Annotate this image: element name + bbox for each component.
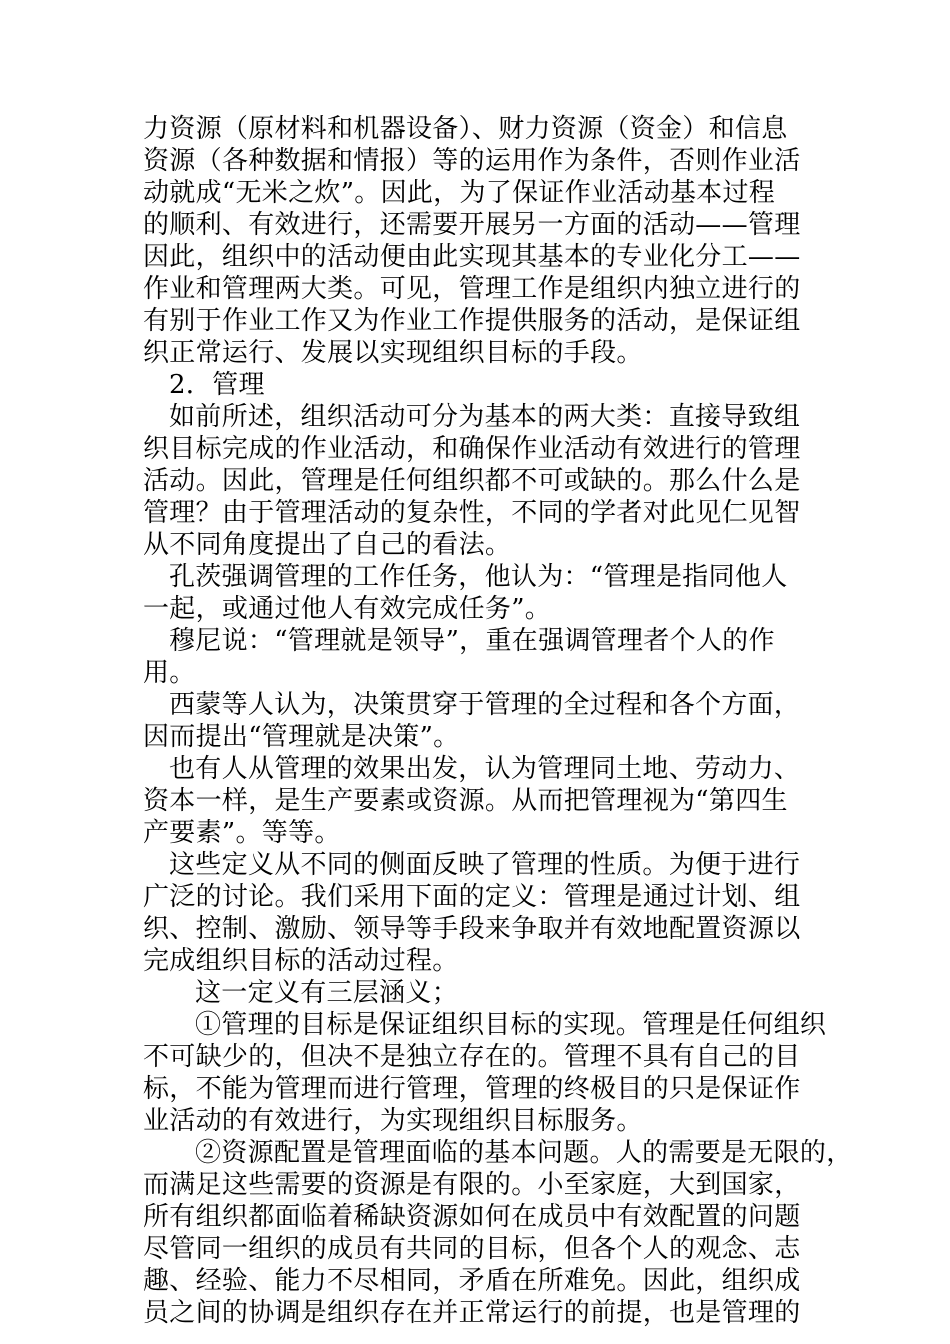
text-line: 用。 — [143, 658, 196, 688]
text-line: 完成组织目标的活动过程。 — [143, 946, 459, 976]
text-line: 西蒙等人认为，决策贯穿于管理的全过程和各个方面， — [169, 690, 801, 720]
text-line: 活动。因此，管理是任何组织都不可或缺的。那么什么是 — [143, 466, 801, 496]
document-body — [143, 113, 853, 1329]
text-line: 业活动的有效进行，为实现组织目标服务。 — [143, 1106, 643, 1136]
text-line: 资源（各种数据和情报）等的运用作为条件，否则作业活 — [143, 146, 801, 176]
text-line: 织、控制、激励、领导等手段来争取并有效地配置资源以 — [143, 914, 801, 944]
text-line: 的顺利、有效进行，还需要开展另一方面的活动——管理 — [143, 210, 801, 240]
text-line: 趣、经验、能力不尽相同，矛盾在所难免。因此，组织成 — [143, 1266, 801, 1296]
text-line: 不可缺少的，但决不是独立存在的。管理不具有自己的目 — [143, 1042, 801, 1072]
text-line: 2．管理 — [169, 370, 265, 400]
text-line: 广泛的讨论。我们采用下面的定义：管理是通过计划、组 — [143, 882, 801, 912]
text-line: 标，不能为管理而进行管理，管理的终极目的只是保证作 — [143, 1074, 801, 1104]
text-line: 动就成“无米之炊”。因此，为了保证作业活动基本过程 — [143, 178, 776, 208]
text-line: ①管理的目标是保证组织目标的实现。管理是任何组织 — [195, 1010, 827, 1040]
text-line: 员之间的协调是组织存在并正常运行的前提，也是管理的 — [143, 1298, 801, 1328]
text-line: 因此，组织中的活动便由此实现其基本的专业化分工—— — [143, 242, 801, 272]
text-line: 而满足这些需要的资源是有限的。小至家庭，大到国家， — [143, 1170, 801, 1200]
text-line: 资本一样，是生产要素或资源。从而把管理视为“第四生 — [143, 786, 788, 816]
text-line: 作业和管理两大类。可见，管理工作是组织内独立进行的 — [143, 274, 801, 304]
text-line: 这一定义有三层涵义； — [195, 978, 459, 1008]
text-line: 尽管同一组织的成员有共同的目标，但各个人的观念、志 — [143, 1234, 801, 1264]
text-line: 织正常运行、发展以实现组织目标的手段。 — [143, 338, 643, 368]
text-line: 因而提出“管理就是决策”。 — [143, 722, 460, 752]
text-line: 管理？由于管理活动的复杂性，不同的学者对此见仁见智 — [143, 498, 801, 528]
text-line: 也有人从管理的效果出发，认为管理同土地、劳动力、 — [169, 754, 801, 784]
text-line: 从不同角度提出了自己的看法。 — [143, 530, 512, 560]
text-line: 一起，或通过他人有效完成任务”。 — [143, 594, 552, 624]
text-line: 织目标完成的作业活动，和确保作业活动有效进行的管理 — [143, 434, 801, 464]
text-line: ②资源配置是管理面临的基本问题。人的需要是无限的， — [195, 1138, 853, 1168]
text-line: 这些定义从不同的侧面反映了管理的性质。为便于进行 — [169, 850, 801, 880]
text-line: 穆尼说：“管理就是领导”，重在强调管理者个人的作 — [169, 626, 775, 656]
text-line: 如前所述，组织活动可分为基本的两大类：直接导致组 — [169, 402, 801, 432]
text-line: 所有组织都面临着稀缺资源如何在成员中有效配置的问题 — [143, 1202, 801, 1232]
text-line: 有别于作业工作又为作业工作提供服务的活动，是保证组 — [143, 306, 801, 336]
text-line: 孔茨强调管理的工作任务，他认为：“管理是指同他人 — [169, 562, 788, 592]
text-line: 产要素”。等等。 — [143, 818, 341, 848]
text-line: 力资源（原材料和机器设备）、财力资源（资金）和信息 — [143, 114, 788, 144]
